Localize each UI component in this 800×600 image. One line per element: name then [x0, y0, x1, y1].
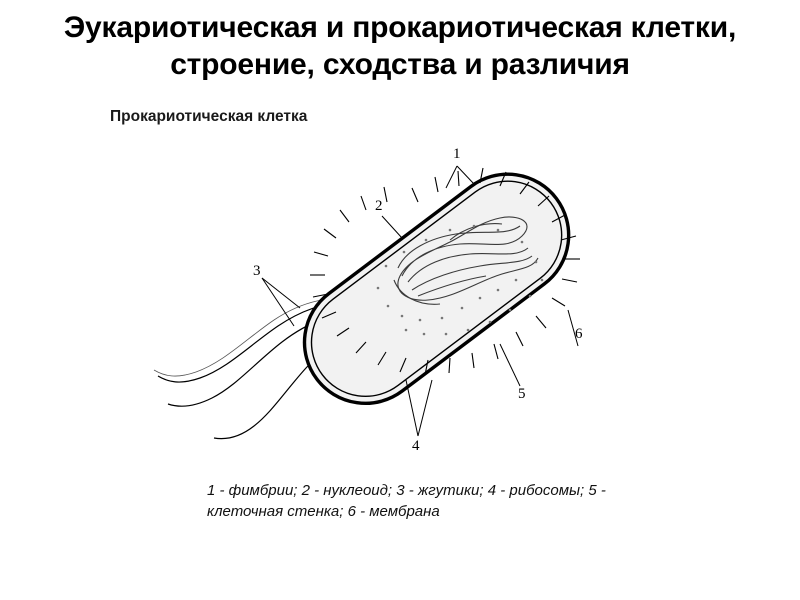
diagram-caption: 1 - фимбрии; 2 - нуклеоид; 3 - жгутики; 4 - рибосомы; 5 - клеточная стенка; 6 - мембрана	[207, 482, 606, 520]
label-4: 4	[412, 438, 420, 454]
label-5: 5	[518, 386, 526, 402]
label-3: 3	[253, 263, 261, 279]
label-2: 2	[375, 198, 383, 214]
label-1: 1	[453, 146, 461, 162]
section-subtitle: Прокариотическая клетка	[110, 108, 308, 125]
prokaryotic-cell-diagram	[150, 130, 670, 470]
page-title: Эукариотическая и прокариотическая клетки, строение, сходства и различия	[63, 11, 737, 81]
label-6: 6	[575, 326, 583, 342]
